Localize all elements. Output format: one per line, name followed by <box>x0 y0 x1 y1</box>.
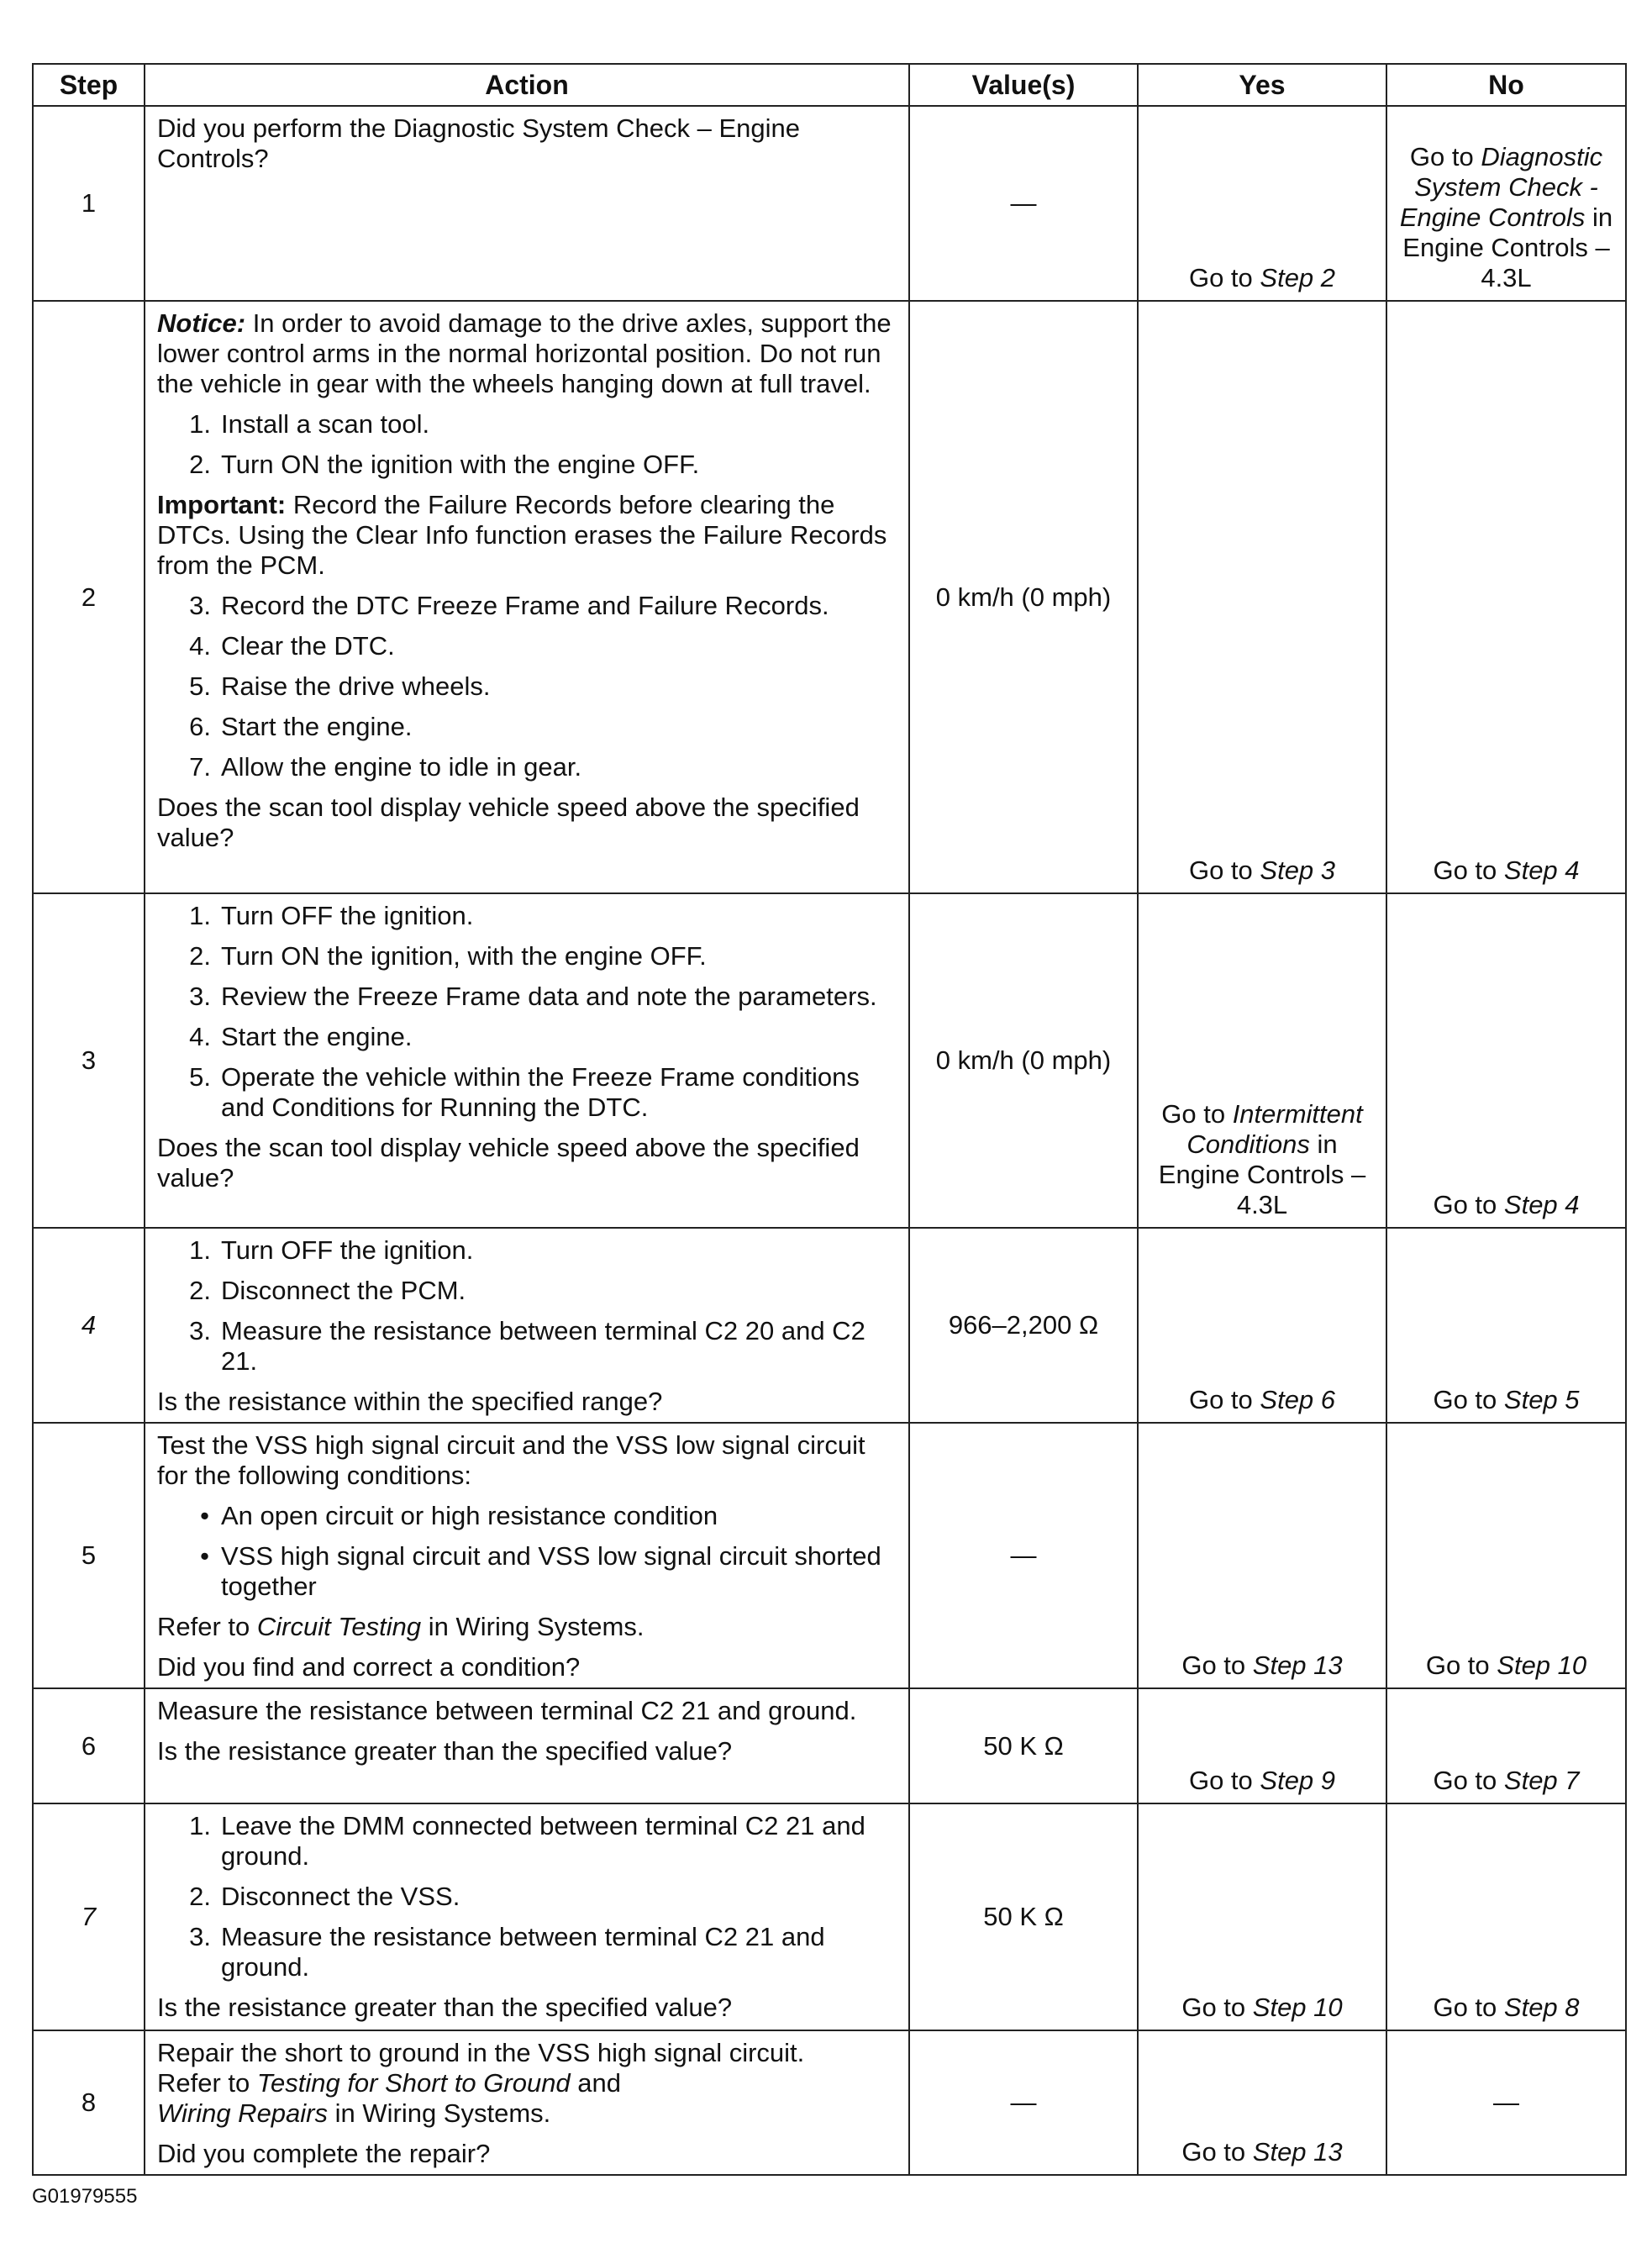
step-number: 8 <box>33 2030 145 2175</box>
action-cell <box>145 1803 909 2030</box>
step-number: 3 <box>33 893 145 1228</box>
list-item: 4. Clear the DTC. <box>189 631 395 661</box>
value-cell: 50 K Ω <box>909 1803 1138 2030</box>
yes-cell: Go to Step 9 <box>1138 1688 1386 1803</box>
table-row-step-7 <box>33 1803 1626 2030</box>
yes-cell: Go to Intermittent Conditions in Engine Controls – 4.3L <box>1138 893 1386 1228</box>
action-cell <box>145 301 909 893</box>
no-link[interactable]: Step 7 <box>1503 1766 1580 1795</box>
list-item: 6. Start the engine. <box>189 712 413 741</box>
yes-link[interactable]: Step 3 <box>1260 856 1336 885</box>
yes-cell: Go to Step 6 <box>1138 1228 1386 1423</box>
no-link[interactable]: Step 4 <box>1503 856 1580 885</box>
list-item: 2. Disconnect the VSS. <box>189 1882 460 1911</box>
col-header-no: No <box>1386 64 1626 106</box>
no-cell: Go to Step 10 <box>1386 1423 1626 1688</box>
value-cell: 50 K Ω <box>909 1688 1138 1803</box>
action-question: Did you complete the repair? <box>157 2139 491 2168</box>
no-link[interactable]: Step 4 <box>1503 1190 1580 1219</box>
list-item: • An open circuit or high resistance condition <box>200 1501 718 1530</box>
list-item: 3. Record the DTC Freeze Frame and Failure Records. <box>189 591 829 620</box>
table-row-step-5 <box>33 1423 1626 1688</box>
yes-cell: Go to Step 3 <box>1138 301 1386 893</box>
step-number: 4 <box>33 1228 145 1423</box>
table-row-step-8 <box>33 2030 1626 2175</box>
diagnostic-table <box>32 63 1627 2176</box>
no-link[interactable]: Diagnostic System Check - Engine Controls <box>1399 142 1603 232</box>
yes-link[interactable]: Step 10 <box>1252 1993 1343 2022</box>
value-cell: 0 km/h (0 mph) <box>909 893 1138 1228</box>
important-paragraph: Important: Record the Failure Records before clearing the DTCs. Using the Clear Info function erases the Failure Records from the PCM. <box>157 490 887 580</box>
list-item: 1. Install a scan tool. <box>189 409 430 439</box>
reference-link[interactable]: Testing for Short to Ground <box>256 2068 571 2098</box>
yes-link[interactable]: Step 2 <box>1260 263 1336 292</box>
yes-link[interactable]: Step 13 <box>1252 2137 1343 2167</box>
header-row <box>33 64 1626 106</box>
list-item: 2. Turn ON the ignition, with the engine OFF. <box>189 941 707 971</box>
list-item: 1. Turn OFF the ignition. <box>189 1235 474 1265</box>
action-cell <box>145 893 909 1228</box>
no-link[interactable]: Step 10 <box>1497 1651 1587 1680</box>
action-cell <box>145 2030 909 2175</box>
yes-link[interactable]: Step 9 <box>1260 1766 1336 1795</box>
list-item: 1. Leave the DMM connected between terminal C2 21 and ground. <box>189 1811 865 1871</box>
col-header-action: Action <box>145 64 909 106</box>
step-number: 5 <box>33 1423 145 1688</box>
value-cell: — <box>909 1423 1138 1688</box>
value-cell: 0 km/h (0 mph) <box>909 301 1138 893</box>
procedure-list <box>157 409 900 480</box>
important-label: Important: <box>157 490 287 519</box>
notice-paragraph: Notice: In order to avoid damage to the drive axles, support the lower control arms in the normal horizontal position. Do not run the vehicle in gear with the wheels hanging down at full travel. <box>157 308 892 398</box>
table-row-step-1 <box>33 106 1626 301</box>
no-cell: Go to Step 4 <box>1386 301 1626 893</box>
procedure-list <box>157 1235 900 1377</box>
no-cell: Go to Step 8 <box>1386 1803 1626 2030</box>
action-question: Is the resistance within the specified range? <box>157 1387 663 1416</box>
step-number: 1 <box>33 106 145 301</box>
procedure-list <box>157 901 900 1123</box>
col-header-yes: Yes <box>1138 64 1386 106</box>
reference-text: Refer to Circuit Testing in Wiring Systems. <box>157 1612 644 1641</box>
value-cell: — <box>909 2030 1138 2175</box>
list-item: 3. Measure the resistance between terminal C2 20 and C2 21. <box>189 1316 865 1376</box>
col-header-values: Value(s) <box>909 64 1138 106</box>
notice-label: Notice: <box>157 308 246 338</box>
no-link[interactable]: Step 8 <box>1503 1993 1580 2022</box>
action-intro: Test the VSS high signal circuit and the VSS low signal circuit for the following conditions: <box>157 1430 865 1490</box>
table-row-step-3 <box>33 893 1626 1228</box>
list-item: 5. Raise the drive wheels. <box>189 671 491 701</box>
list-item: 5. Operate the vehicle within the Freeze Frame conditions and Conditions for Running the DTC. <box>189 1062 860 1122</box>
list-item: 4. Start the engine. <box>189 1022 413 1051</box>
action-question: Is the resistance greater than the specified value? <box>157 1736 733 1766</box>
action-question: Did you perform the Diagnostic System Check – Engine Controls? <box>157 113 801 173</box>
list-item: • VSS high signal circuit and VSS low signal circuit shorted together <box>200 1541 881 1601</box>
col-header-step: Step <box>33 64 145 106</box>
table-row-step-6 <box>33 1688 1626 1803</box>
action-question: Did you find and correct a condition? <box>157 1652 581 1682</box>
list-item: 2. Disconnect the PCM. <box>189 1276 466 1305</box>
step-number: 6 <box>33 1688 145 1803</box>
value-cell: — <box>909 106 1138 301</box>
yes-cell: Go to Step 10 <box>1138 1803 1386 2030</box>
list-item: 3. Measure the resistance between terminal C2 21 and ground. <box>189 1922 825 1982</box>
no-cell: Go to Step 7 <box>1386 1688 1626 1803</box>
no-cell: — <box>1386 2030 1626 2175</box>
action-question: Does the scan tool display vehicle speed above the specified value? <box>157 792 860 852</box>
list-item: 1. Turn OFF the ignition. <box>189 901 474 930</box>
table-row-step-2 <box>33 301 1626 893</box>
action-intro: Measure the resistance between terminal C2 21 and ground. <box>157 1696 857 1725</box>
condition-list <box>157 1501 900 1602</box>
procedure-list <box>157 1811 900 1982</box>
yes-cell: Go to Step 13 <box>1138 1423 1386 1688</box>
no-link[interactable]: Step 5 <box>1503 1385 1580 1414</box>
action-question: Is the resistance greater than the specified value? <box>157 1993 733 2022</box>
action-cell <box>145 1688 909 1803</box>
no-cell: Go to Diagnostic System Check - Engine Controls in Engine Controls – 4.3L <box>1386 106 1626 301</box>
value-cell: 966–2,200 Ω <box>909 1228 1138 1423</box>
yes-link[interactable]: Intermittent Conditions <box>1186 1099 1363 1159</box>
no-cell: Go to Step 4 <box>1386 893 1626 1228</box>
reference-link[interactable]: Circuit Testing <box>256 1612 422 1641</box>
step-number: 2 <box>33 301 145 893</box>
figure-code: G01979555 <box>32 2185 138 2208</box>
no-cell: Go to Step 5 <box>1386 1228 1626 1423</box>
action-cell <box>145 1423 909 1688</box>
action-intro: Repair the short to ground in the VSS high signal circuit. Refer to Testing for Short to Ground and Wiring Repairs in Wiring Systems. <box>157 2038 805 2128</box>
action-cell <box>145 106 909 301</box>
reference-link-2[interactable]: Wiring Repairs <box>157 2098 328 2128</box>
list-item: 3. Review the Freeze Frame data and note the parameters. <box>189 982 877 1011</box>
action-question: Does the scan tool display vehicle speed above the specified value? <box>157 1133 860 1193</box>
yes-cell: Go to Step 2 <box>1138 106 1386 301</box>
list-item: 7. Allow the engine to idle in gear. <box>189 752 582 782</box>
list-item: 2. Turn ON the ignition with the engine OFF. <box>189 450 700 479</box>
yes-link[interactable]: Step 13 <box>1252 1651 1343 1680</box>
table-row-step-4 <box>33 1228 1626 1423</box>
yes-cell: Go to Step 13 <box>1138 2030 1386 2175</box>
yes-link[interactable]: Step 6 <box>1260 1385 1336 1414</box>
action-cell <box>145 1228 909 1423</box>
procedure-list <box>157 591 900 782</box>
step-number: 7 <box>33 1803 145 2030</box>
